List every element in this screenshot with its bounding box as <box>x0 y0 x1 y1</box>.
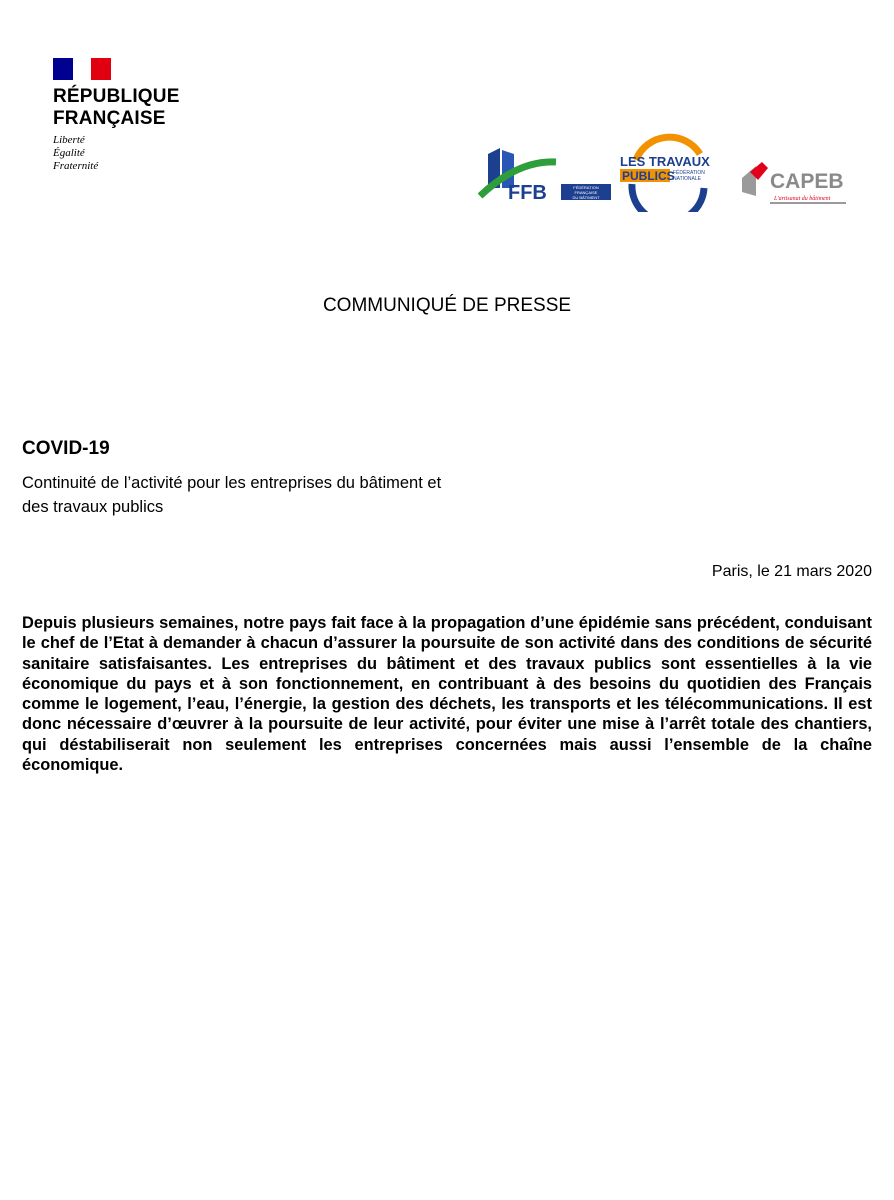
tp-line2: PUBLICS <box>622 169 675 183</box>
capeb-name: CAPEB <box>770 170 844 193</box>
ffb-sub-2: FRANÇAISE <box>574 190 598 195</box>
ffb-name: FFB <box>508 182 547 200</box>
partner-logos <box>478 132 858 217</box>
motto <box>53 134 213 173</box>
marianne-flag-icon <box>53 58 111 80</box>
motto-liberte: Liberté <box>53 134 85 146</box>
ffb-sub-1: FÉDÉRATION <box>573 185 599 190</box>
capeb-logo <box>740 158 850 206</box>
republique-line1: RÉPUBLIQUE <box>53 86 180 107</box>
motto-fraternite: Fraternité <box>53 160 99 172</box>
document-heading: COVID-19 <box>22 438 110 459</box>
republique-francaise-logo <box>53 58 213 173</box>
travaux-publics-logo <box>618 132 718 212</box>
capeb-tagline: L'artisanat du bâtiment <box>774 196 831 202</box>
tp-sub-2: NATIONALE <box>673 176 701 182</box>
ffb-sub-3: DU BÂTIMENT <box>572 195 600 200</box>
tp-line1: LES TRAVAUX <box>620 154 710 169</box>
document-subtitle: Continuité de l’activité pour les entreprises du bâtiment et des travaux publics <box>22 474 442 516</box>
press-release-title: COMMUNIQUÉ DE PRESSE <box>322 295 572 316</box>
document-body: Depuis plusieurs semaines, notre pays fait face à la propagation d’une épidémie sans précédent, conduisant le chef de l’Etat à demander à chacun d’assurer la poursuite de son activité dans des conditions de sécurité sanitaire satisfaisantes. Les entreprises du bâtiment et des travaux publics sont essentielles à la vie économique du pays et à son fonctionnement, en contribuant à des besoins du quotidien des Français comme le logement, l’eau, l’énergie, la gestion des déchets, les transports et les télécommunications. Il est donc nécessaire d’œuvrer à la poursuite de leur activité, pour éviter une mise à l’arrêt totale des chantiers, qui déstabiliserait non seulement les entreprises concernées mais aussi l’ensemble de la chaîne économique. <box>22 614 872 775</box>
republique-line2: FRANÇAISE <box>53 108 166 129</box>
ffb-logo <box>478 140 613 200</box>
motto-egalite: Égalité <box>53 147 85 159</box>
document-date: Paris, le 21 mars 2020 <box>711 563 872 580</box>
tp-sub-1: FÉDÉRATION <box>673 170 705 176</box>
